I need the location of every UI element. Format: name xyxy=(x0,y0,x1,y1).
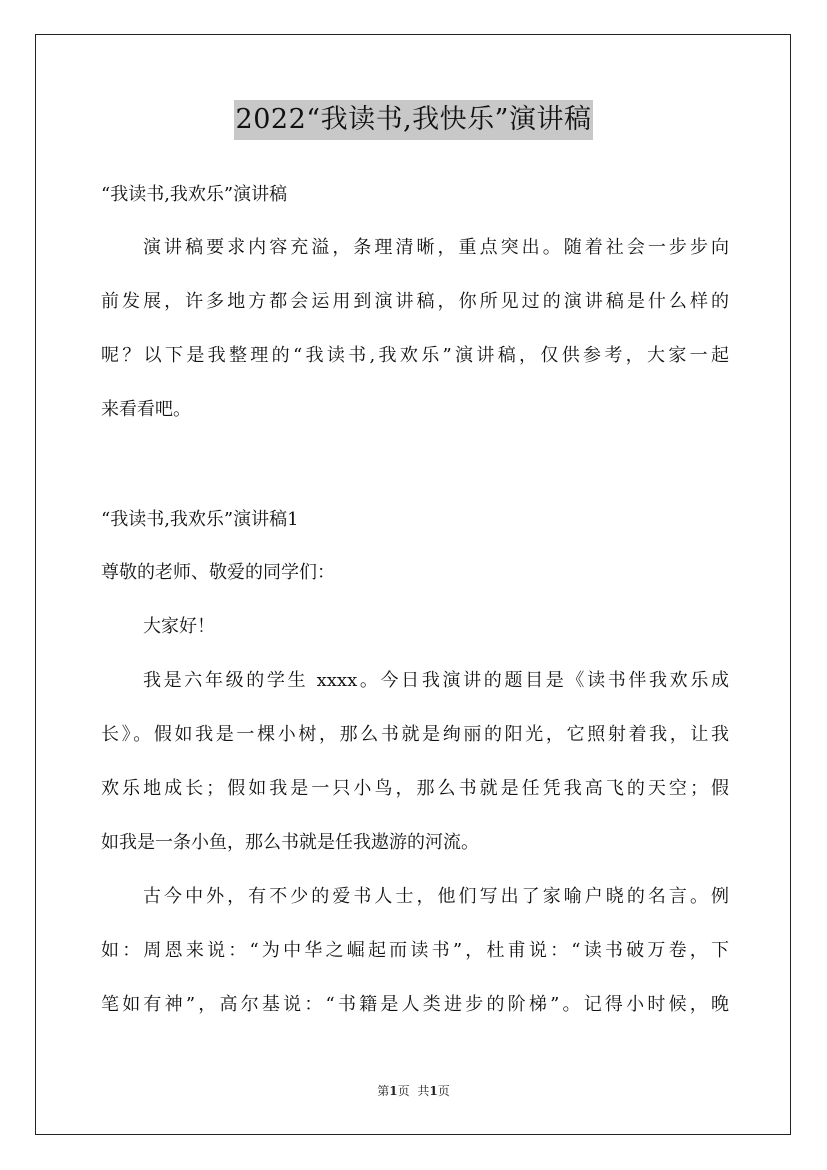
document-subtitle: “我读书,我欢乐”演讲稿 xyxy=(101,184,288,205)
paragraph-line: 笔如有神”，高尔基说：“书籍是人类进步的阶梯”。记得小时候，晚 xyxy=(101,994,729,1015)
page-suffix: 页 xyxy=(397,1084,410,1098)
paragraph-line: 古今中外，有不少的爱书人士，他们写出了家喻户晓的名言。例 xyxy=(143,886,729,907)
paragraph-line: 欢乐地成长；假如我是一只小鸟，那么书就是任凭我高飞的天空；假 xyxy=(101,778,729,799)
intro-line: 呢？以下是我整理的“我读书,我欢乐”演讲稿，仅供参考，大家一起 xyxy=(101,345,729,366)
paragraph-line: 如我是一条小鱼，那么书就是任我遨游的河流。 xyxy=(101,832,479,853)
section-heading: “我读书,我欢乐”演讲稿1 xyxy=(101,509,299,530)
page-footer xyxy=(0,1083,827,1099)
total-suffix: 页 xyxy=(437,1084,450,1098)
page-prefix: 第 xyxy=(377,1084,390,1098)
paragraph-line: 长》。假如我是一棵小树，那么书就是绚丽的阳光，它照射着我，让我 xyxy=(101,724,729,745)
page-number: 1 xyxy=(389,1084,398,1098)
greeting: 大家好！ xyxy=(143,616,215,637)
paragraph-line: 如：周恩来说：“为中华之崛起而读书”，杜甫说：“读书破万卷，下 xyxy=(101,940,729,961)
paragraph-line: 我是六年级的学生 xxxx。今日我演讲的题目是《读书伴我欢乐成 xyxy=(143,670,729,691)
total-prefix: 共 xyxy=(417,1084,430,1098)
intro-line: 演讲稿要求内容充溢，条理清晰，重点突出。随着社会一步步向 xyxy=(143,237,729,258)
intro-line: 前发展，许多地方都会运用到演讲稿，你所见过的演讲稿是什么样的 xyxy=(101,291,729,312)
document-title: 2022“我读书,我快乐”演讲稿 xyxy=(234,100,594,140)
title-container xyxy=(0,100,827,140)
intro-line: 来看看吧。 xyxy=(101,399,191,420)
salutation: 尊敬的老师、敬爱的同学们： xyxy=(101,562,335,583)
total-pages: 1 xyxy=(429,1084,438,1098)
